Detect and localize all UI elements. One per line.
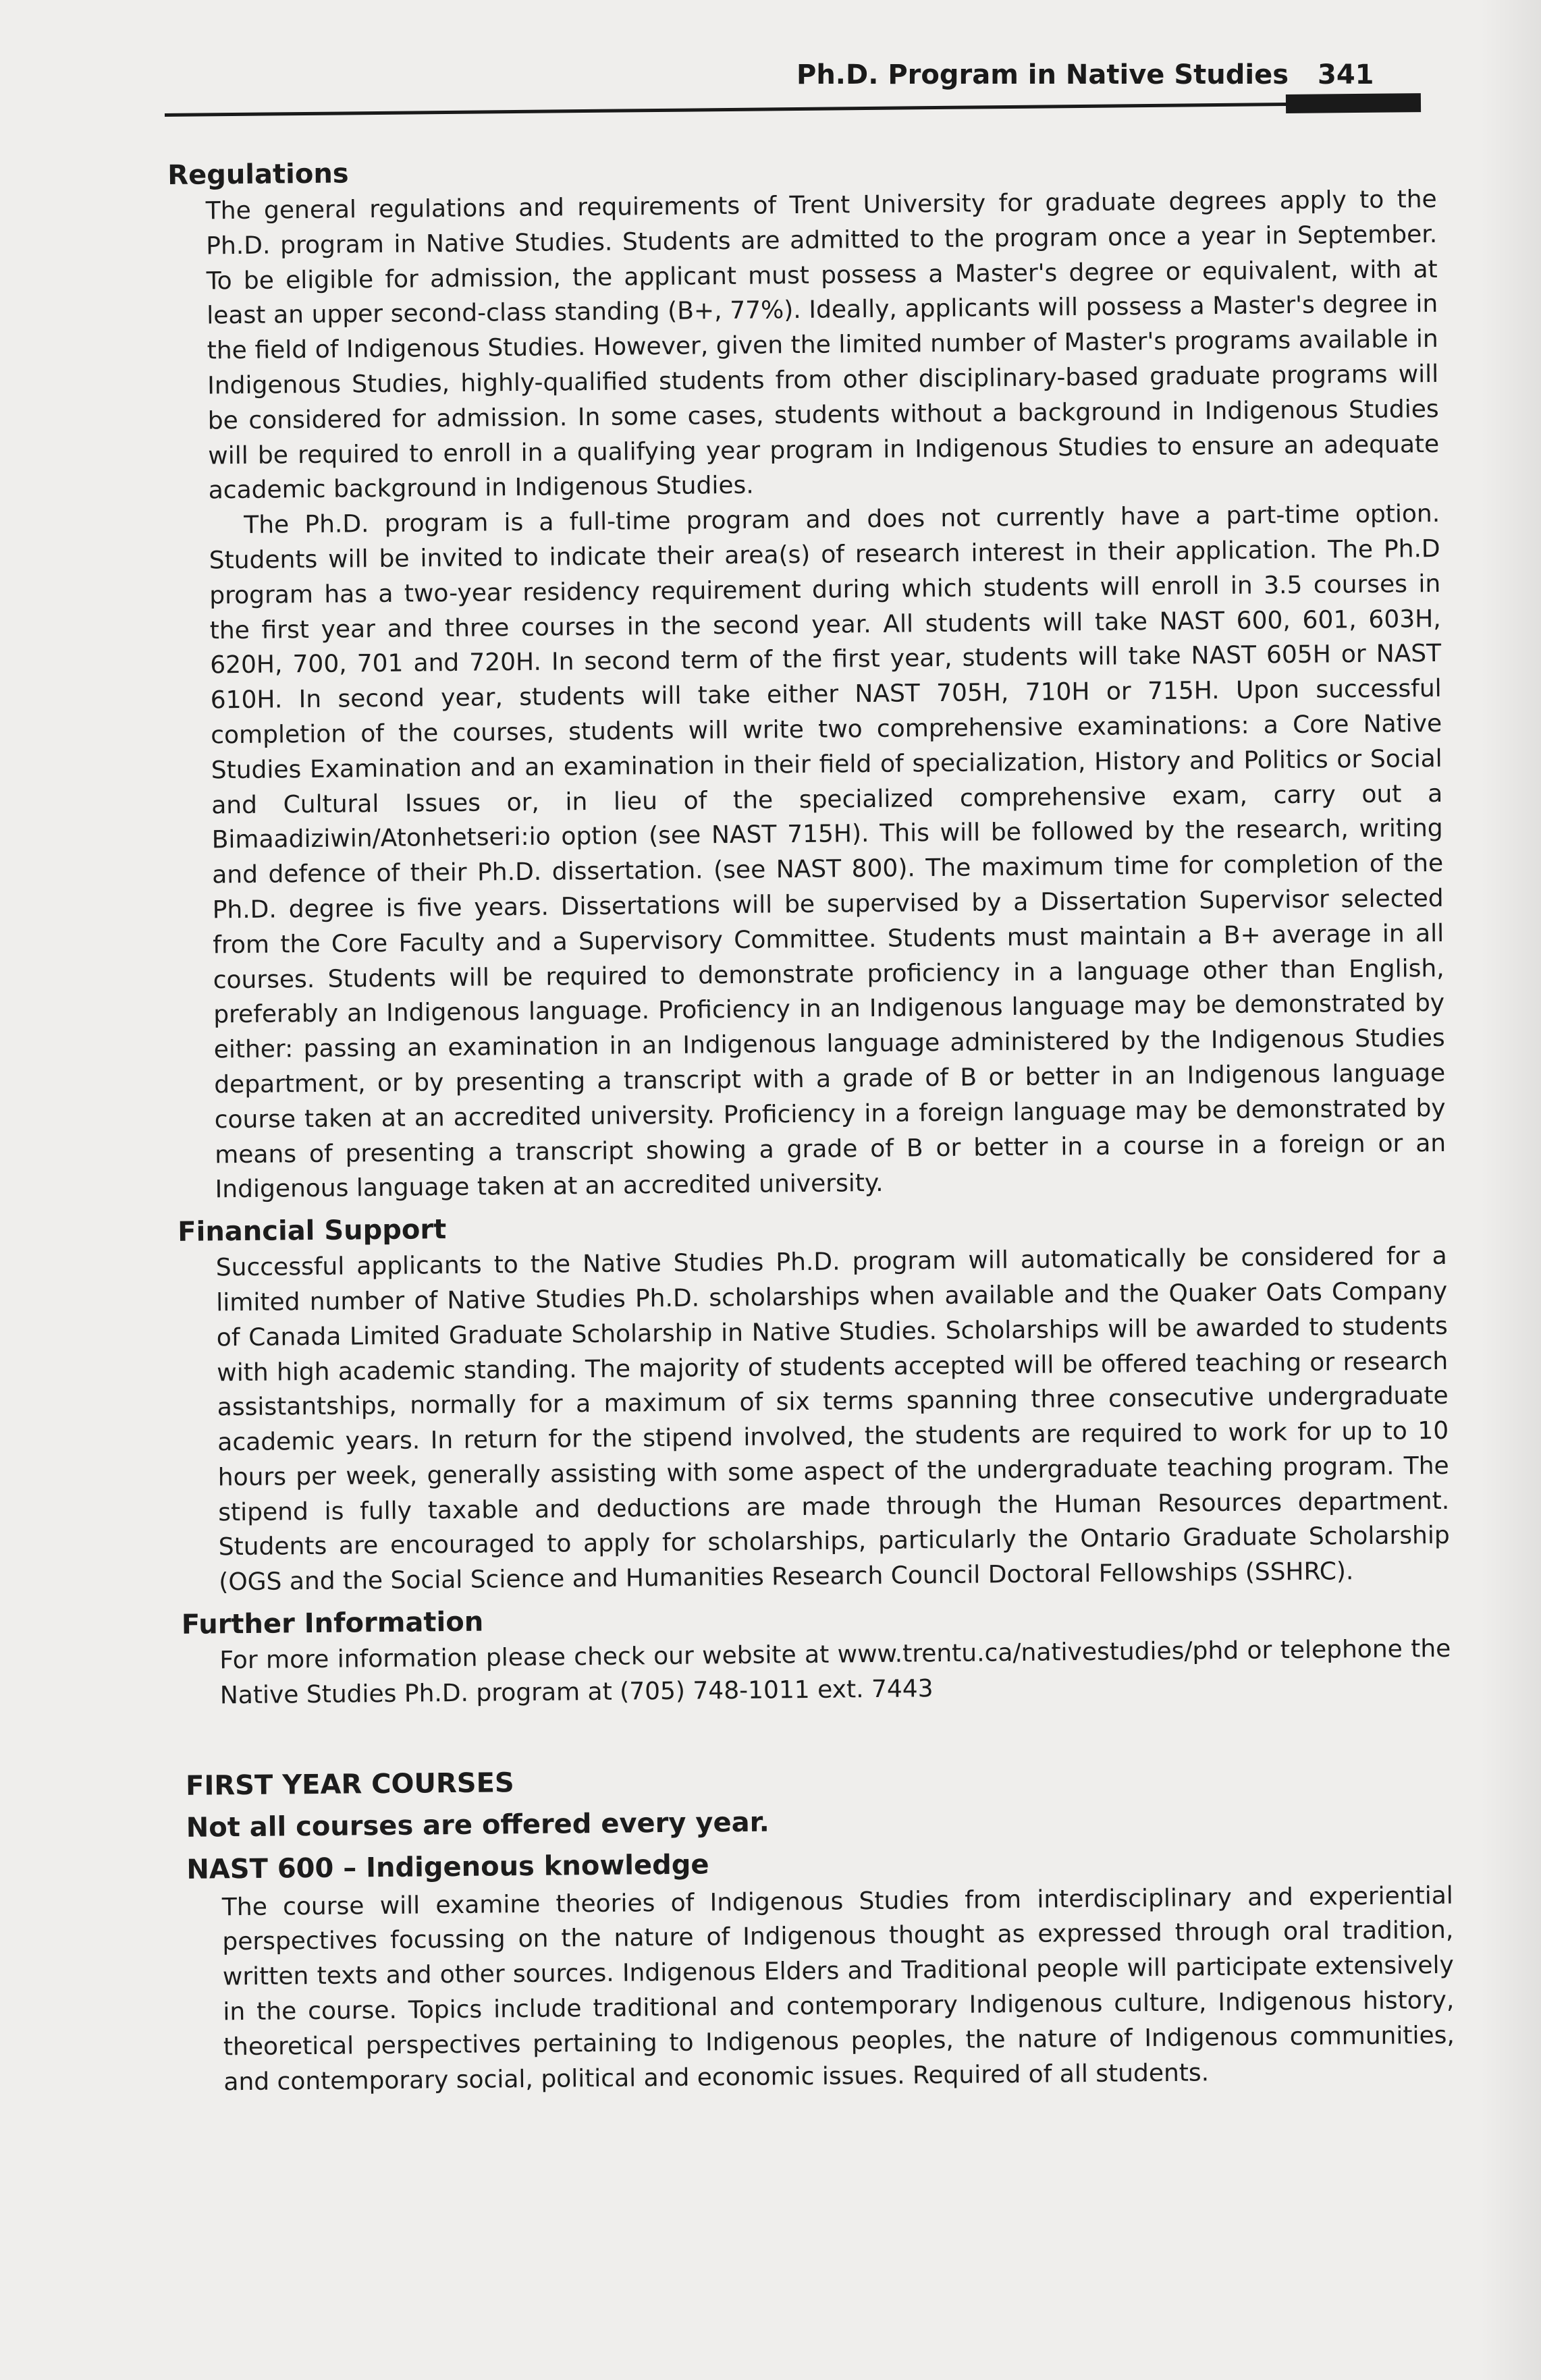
scan-shadow xyxy=(1480,0,1541,2380)
nast-600-title: NAST 600 – Indigenous knowledge xyxy=(186,1849,709,1885)
page-content xyxy=(167,144,1455,2100)
first-year-courses-heading: FIRST YEAR COURSES xyxy=(185,1767,514,1802)
header-rule xyxy=(165,101,1420,117)
further-information-paragraph: For more information please check our website at www.trentu.ca/nativestudies/phd or telephone the Native Studies Ph.D. program at (705) 748-1011 ext. 7443 xyxy=(219,1634,1451,1710)
financial-support-paragraph: Successful applicants to the Native Studies Ph.D. program will automatically be considered for a limited number of Native Studies Ph.D. scholarships when available and the Quaker Oats Company of Canada Limited Graduate Scholarship in Native Studies. Scholarships will be awarded to students with high academic standing. The majority of students accepted will be offered teaching or research assistantships, normally for a maximum of six terms spanning three consecutive undergraduate academic years. In return for the stipend involved, the students are required to work for up to 10 hours per week, generally assisting with some aspect of the undergraduate teaching program. The stipend is fully taxable and deductions are made through the Human Resources department. Students are encouraged to apply for scholarships, particularly the Ontario Graduate Scholarship (OGS and the Social Science and Humanities Research Council Doctoral Fellowships (SSHRC). xyxy=(215,1242,1450,1597)
header-tab-block xyxy=(1286,93,1421,113)
regulations-heading: Regulations xyxy=(167,158,349,191)
nast-600-description: The course will examine theories of Indigenous Studies from interdisciplinary and experiential perspectives focussing on the nature of Indigenous thought as expressed through oral tradition, written texts and other sources. Indigenous Elders and Traditional people will participate extensively in the course. Topics include traditional and contemporary Indigenous culture, Indigenous history, theoretical perspectives pertaining to Indigenous peoples, the nature of Indigenous communities, and contemporary social, political and economic issues. Required of all students. xyxy=(221,1881,1455,2096)
regulations-paragraph-2: The Ph.D. program is a full-time program and does not currently have a part-time option. Students will be invited to indicate their area(s) of research interest in their application. The Ph.D program has a two-year residency requirement during which students will enroll in 3.5 courses in the first year and three courses in the second year. All students will take NAST 600, 601, 603H, 620H, 700, 701 and 720H. In second term of the first year, students will take NAST 605H or NAST 610H. In second year, students will take either NAST 705H, 710H or 715H. Upon successful completion of the courses, students will write two comprehensive examinations: a Core Native Studies Examination and an examination in their field of specialization, History and Politics or Social and Cultural Issues or, in lieu of the specialized comprehensive exam, carry out a Bimaadiziwin/Atonhetseri:io option (see NAST 715H). This will be followed by the research, writing and defence of their Ph.D. dissertation. (see NAST 800). The maximum time for completion of the Ph.D. degree is five years. Dissertations will be supervised by a Dissertation Supervisor selected from the Core Faculty and a Supervisory Committee. Students must maintain a B+ average in all courses. Students will be required to demonstrate proficiency in a language other than English, preferably an Indigenous language. Proficiency in an Indigenous language may be demonstrated by either: passing an examination in an Indigenous language administered by the Indigenous Studies department, or by presenting a transcript with a grade of B or better in an Indigenous language course taken at an accredited university. Proficiency in a foreign language may be demonstrated by means of presenting a transcript showing a grade of B or better in a course in a foreign or an Indigenous language taken at an accredited university. xyxy=(209,500,1447,1204)
courses-offered-note: Not all courses are offered every year. xyxy=(186,1806,770,1844)
further-information-heading: Further Information xyxy=(181,1606,484,1640)
running-head-title: Ph.D. Program in Native Studies xyxy=(796,59,1289,90)
regulations-paragraph-1: The general regulations and requirements of Trent University for graduate degrees apply to the Ph.D. program in Native Studies. Students are admitted to the program once a year in September. To be eligible for admission, the applicant must possess a Master's degree or equivalent, with at least an upper second-class standing (B+, 77%). Ideally, applicants will possess a Master's degree in the field of Indigenous Studies. However, given the limited number of Master's programs available in Indigenous Studies, highly-qualified students from other disciplinary-based graduate programs will be considered for admission. In some cases, students without a background in Indigenous Studies will be required to enroll in a qualifying year program in Indigenous Studies to ensure an adequate academic background in Indigenous Studies. xyxy=(205,185,1440,505)
page-number: 341 xyxy=(1318,59,1374,90)
financial-support-heading: Financial Support xyxy=(178,1214,447,1248)
